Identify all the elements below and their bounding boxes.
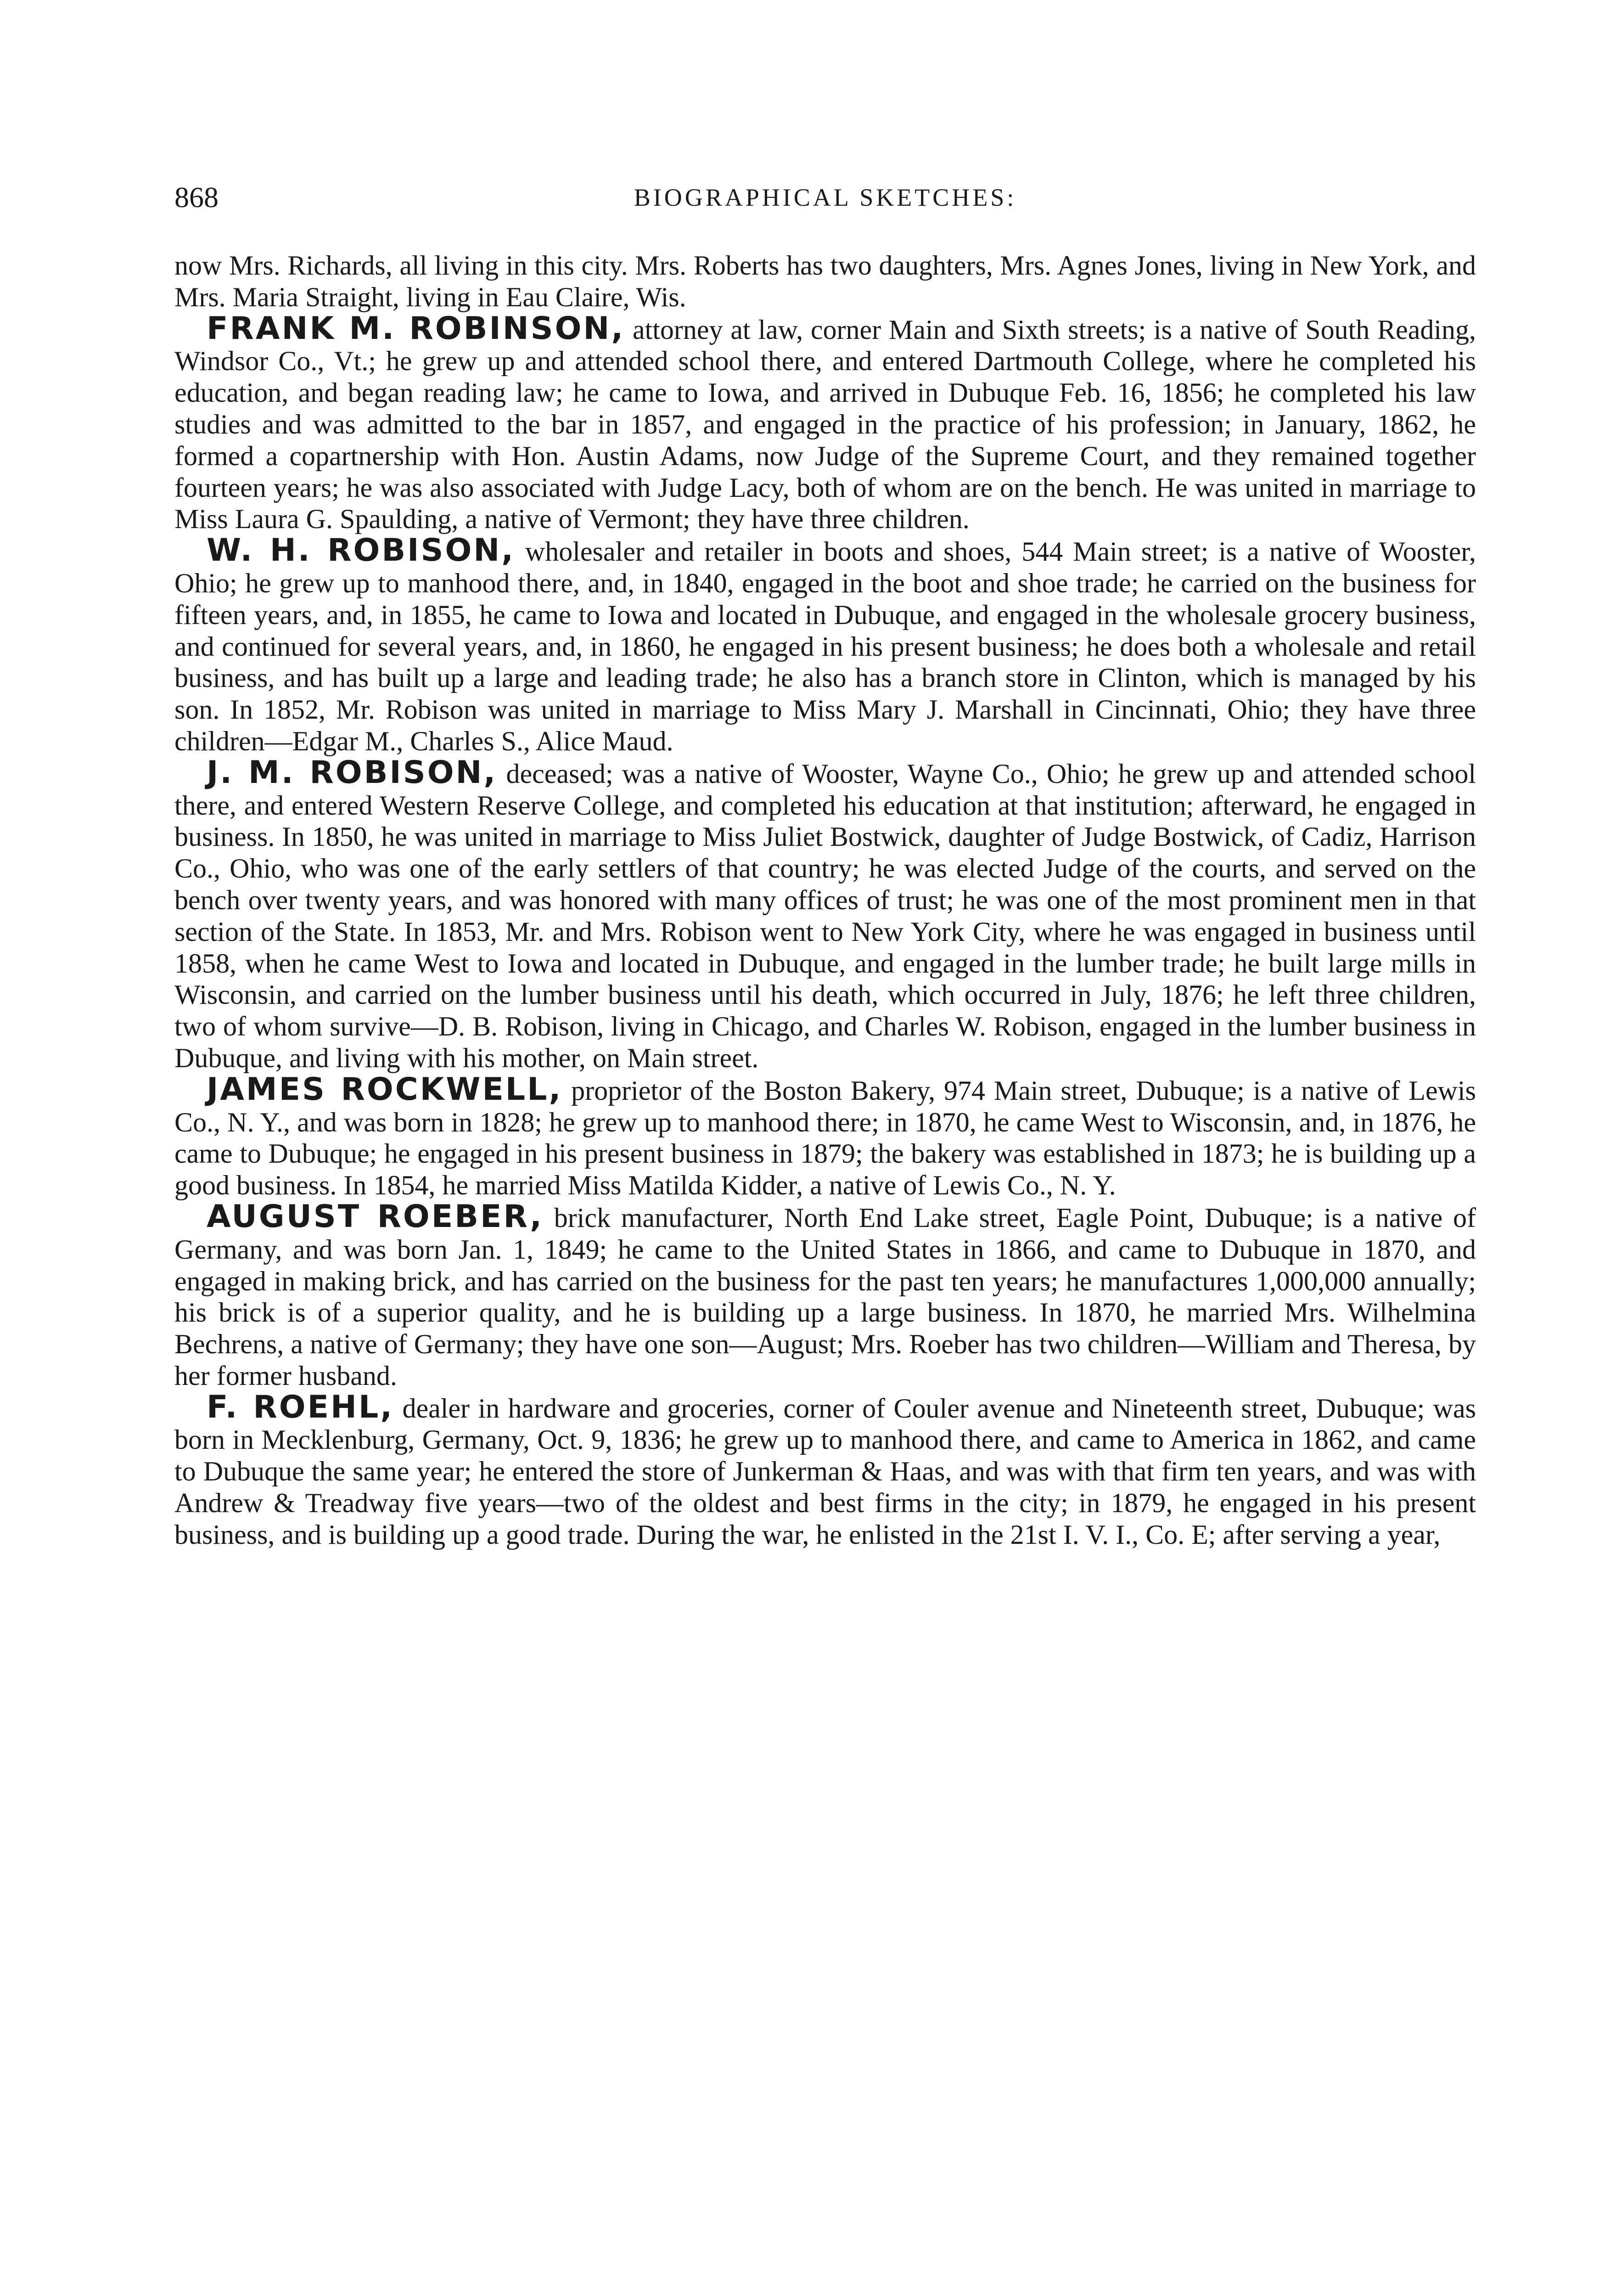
entry-text: brick manufacturer, North End Lake street, Eagle Point, Dubuque; is a native of Germany, and was born Jan. 1, 1849; he came to the United States in 1866, and came to Dubuque in 1870, and engaged in making brick, and has carried on the business for the past ten years; he manufactures 1,000,000 annually; his brick is of a superior quality, and he is building up a large business. In 1870, he married Mrs. Wilhelmina Bechrens, a native of Germany; they have one son—August; Mrs. Roeber has two children—William and Theresa, by her former husband. — [174, 1202, 1476, 1391]
body-text — [174, 250, 1476, 1551]
page-header — [174, 174, 1476, 220]
entry-name: JAMES ROCKWELL, — [207, 1071, 563, 1108]
entry-name: F. ROEHL, — [207, 1389, 394, 1425]
page-number: 868 — [174, 181, 219, 214]
entry-text: dealer in hardware and groceries, corner of Couler avenue and Nineteenth street, Dubuque; was born in Mecklenburg, Germany, Oct. 9, 1836; he grew up to manhood there, and came to America in 1862, and came to Dubuque the same year; he entered the store of Junkerman & Haas, and was with that firm ten years, and was with Andrew & Treadway five years—two of the oldest and best firms in the city; in 1879, he engaged in his present business, and is building up a good trade. During the war, he enlisted in the 21st I. V. I., Co. E; after serving a year, — [174, 1393, 1476, 1550]
entry-text: deceased; was a native of Wooster, Wayne Co., Ohio; he grew up and attended school there, and entered Western Reserve College, and completed his education at that institution; afterward, he engaged in business. In 1850, he was united in marriage to Miss Juliet Bostwick, daughter of Judge Bostwick, of Cadiz, Harrison Co., Ohio, who was one of the early settlers of that country; he was elected Judge of the courts, and served on the bench over twenty years, and was honored with many offices of trust; he was one of the most prominent men in that section of the State. In 1853, Mr. and Mrs. Robison went to New York City, where he was engaged in business until 1858, when he came West to Iowa and located in Dubuque, and engaged in the lumber trade; he built large mills in Wisconsin, and carried on the lumber business until his death, which occurred in July, 1876; he left three children, two of whom survive—D. B. Robison, living in Chicago, and Charles W. Robison, engaged in the lumber business in Dubuque, and living with his mother, on Main street. — [174, 758, 1476, 1073]
entry-name: FRANK M. ROBINSON, — [207, 310, 625, 347]
entry-frank-m-robinson — [174, 310, 1476, 535]
entry-august-roeber — [174, 1198, 1476, 1392]
entry-text: attorney at law, corner Main and Sixth streets; is a native of South Reading, Windsor Co., Vt.; he grew up and attended school there, and entered Dartmouth College, where he completed his education, and began reading law; he came to Iowa, and arrived in Dubuque Feb. 16, 1856; he completed his law studies and was admitted to the bar in 1857, and engaged in the practice of his profession; in January, 1862, he formed a copartnership with Hon. Austin Adams, now Judge of the Supreme Court, and they remained together fourteen years; he was also associated with Judge Lacy, both of whom are on the bench. He was united in marriage to Miss Laura G. Spaulding, a native of Vermont; they have three children. — [174, 314, 1476, 535]
entry-james-rockwell — [174, 1071, 1476, 1201]
entry-j-m-robison — [174, 754, 1476, 1074]
entry-w-h-robison — [174, 532, 1476, 757]
entry-name: J. M. ROBISON, — [207, 754, 498, 791]
entry-text: wholesaler and retailer in boots and shoes, 544 Main street; is a native of Wooster, Ohio; he grew up to manhood there, and, in 1840, engaged in the boot and shoe trade; he carried on the business for fifteen years, and, in 1855, he came to Iowa and located in Dubuque, and engaged in the wholesale grocery business, and continued for several years, and, in 1860, he engaged in his present business; he does both a wholesale and retail business, and has built up a large and leading trade; he also has a branch store in Clinton, which is managed by his son. In 1852, Mr. Robison was united in marriage to Miss Mary J. Marshall in Cincinnati, Ohio; they have three children—Edgar M., Charles S., Alice Maud. — [174, 536, 1476, 756]
entry-f-roehl — [174, 1389, 1476, 1551]
book-page — [174, 174, 1476, 1551]
entry-text: proprietor of the Boston Bakery, 974 Main street, Dubuque; is a native of Lewis Co., N. Y., and was born in 1828; he grew up to manhood there; in 1870, he came West to Wisconsin, and, in 1876, he came to Dubuque; he engaged in his present business in 1879; the bakery was established in 1873; he is building up a good business. In 1854, he married Miss Matilda Kidder, a native of Lewis Co., N. Y. — [174, 1075, 1476, 1201]
entry-name: W. H. ROBISON, — [207, 532, 516, 569]
continuation-paragraph: now Mrs. Richards, all living in this city. Mrs. Roberts has two daughters, Mrs. Agnes Jones, living in New York, and Mrs. Maria Straight, living in Eau Claire, Wis. — [174, 250, 1476, 312]
entry-name: AUGUST ROEBER, — [207, 1198, 544, 1235]
running-head: BIOGRAPHICAL SKETCHES: — [634, 184, 1017, 211]
